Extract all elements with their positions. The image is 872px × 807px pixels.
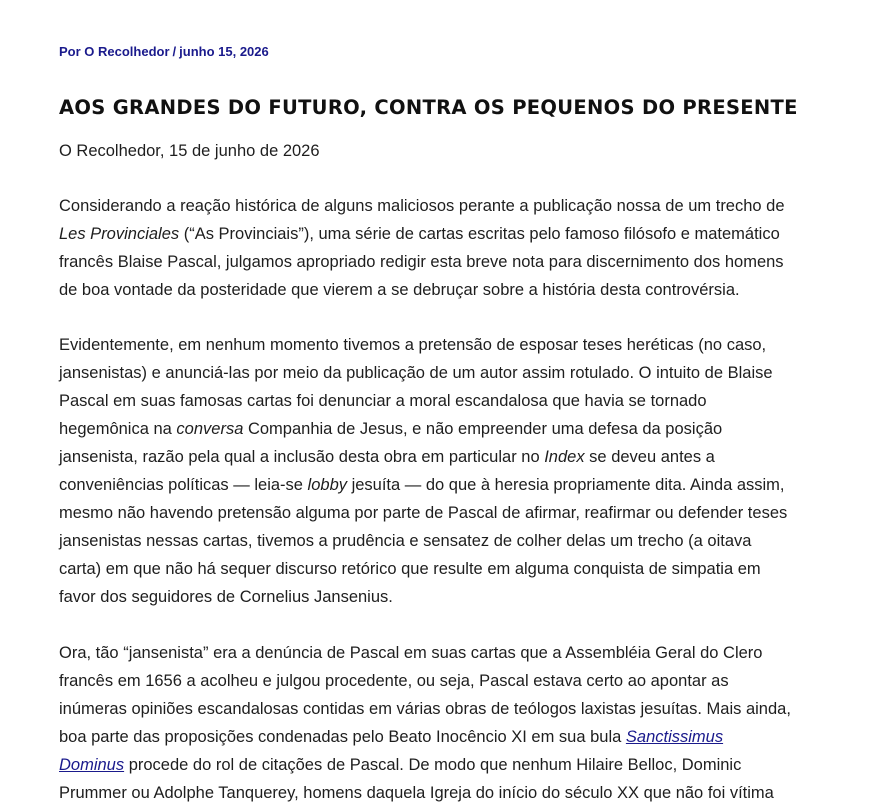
text-line: Considerando a reação histórica de alguns maliciosos perante a publicação nossa de um trecho de: [59, 197, 785, 215]
text-line: jansenista, razão pela qual a inclusão desta obra em particular no Index se deveu antes a: [59, 448, 715, 466]
text-line: francês Blaise Pascal, julgamos apropriado redigir esta breve nota para discernimento dos homens: [59, 253, 784, 271]
post-date[interactable]: junho 15, 2026: [179, 44, 269, 59]
meta-separator: /: [172, 44, 177, 59]
text-line: boa parte das proposições condenadas pelo Beato Inocêncio XI em sua bula Sanctissimus: [59, 728, 724, 746]
text-line: Ora, tão “jansenista” era a denúncia de Pascal em suas cartas que a Assembléia Geral do Clero: [59, 644, 763, 662]
italic-word: Index: [544, 448, 585, 466]
text-line: hegemônica na conversa Companhia de Jesus, e não empreender uma defesa da posição: [59, 420, 723, 438]
article-byline: O Recolhedor, 15 de junho de 2026: [59, 142, 320, 160]
text-line: francês em 1656 a acolheu e julgou procedente, ou seja, Pascal estava certo ao apontar as: [59, 672, 729, 690]
post-meta: [59, 44, 269, 59]
text-line: inúmeras opiniões escandalosas contidas em várias obras de teólogos laxistas jesuítas. Mais ainda,: [59, 700, 791, 718]
text-line: carta) em que não há sequer discurso retórico que resulte em alguma conquista de simpatia em: [59, 560, 761, 578]
italic-title: Les Provinciales: [59, 225, 180, 243]
sanctissimus-dominus-link-part1[interactable]: Sanctissimus: [625, 728, 724, 746]
text-line: Prummer ou Adolphe Tanquerey, homens daquela Igreja do início do século XX que não foi vítima: [59, 784, 774, 802]
paragraph-2: [59, 331, 787, 611]
article-title: AOS GRANDES DO FUTURO, CONTRA OS PEQUENOS DO PRESENTE: [59, 96, 798, 119]
text-line: Les Provinciales (“As Provinciais”), uma série de cartas escritas pelo famoso filósofo e matemático: [59, 225, 780, 243]
text-line: favor dos seguidores de Cornelius Jansenius.: [59, 588, 393, 606]
text-line: Pascal em suas famosas cartas foi denunciar a moral escandalosa que havia se tornado: [59, 392, 707, 410]
text-line: jansenistas) e anunciá-las por meio da publicação de um autor assim rotulado. O intuito de Blaise: [59, 364, 773, 382]
text-line: de boa vontade da posteridade que vierem a se debruçar sobre a história desta controvérsia.: [59, 281, 740, 299]
post-author[interactable]: Por O Recolhedor: [59, 44, 170, 59]
text-line: Dominus procede do rol de citações de Pascal. De modo que nenhum Hilaire Belloc, Dominic: [59, 756, 742, 774]
italic-word: conversa: [176, 420, 244, 438]
text-line: mesmo não havendo pretensão alguma por parte de Pascal de afirmar, reafirmar ou defender teses: [59, 504, 788, 522]
sanctissimus-dominus-link-part2[interactable]: Dominus: [59, 756, 125, 774]
text-line: conveniências políticas — leia-se lobby jesuíta — do que à heresia propriamente dita. Ainda assim,: [59, 476, 785, 494]
italic-word: lobby: [307, 476, 347, 494]
paragraph-3: [59, 639, 791, 807]
paragraph-1: [59, 192, 785, 304]
text-line: Evidentemente, em nenhum momento tivemos a pretensão de esposar teses heréticas (no caso,: [59, 336, 767, 354]
text-line: jansenistas nessas cartas, tivemos a prudência e sensatez de colher delas um trecho (a oitava: [59, 532, 752, 550]
